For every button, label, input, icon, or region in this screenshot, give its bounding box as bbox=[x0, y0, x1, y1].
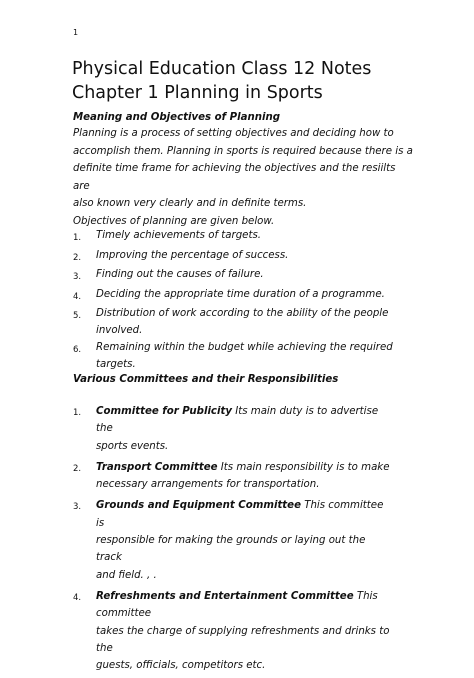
list-item-text: Distribution of work according to the ability of the people involved. bbox=[96, 308, 389, 336]
list-item-text: Remaining within the budget while achieving the required targets. bbox=[96, 342, 393, 370]
paragraph-line: definite time frame for achieving the objectives and the resiilts are bbox=[73, 163, 396, 192]
list-number: 4. bbox=[73, 291, 82, 302]
committee-name: Grounds and Equipment Committee bbox=[96, 500, 301, 512]
planning-paragraph bbox=[73, 125, 413, 231]
list-item bbox=[73, 497, 393, 584]
list-number: 3. bbox=[73, 502, 82, 513]
list-item bbox=[73, 287, 393, 306]
list-number: 4. bbox=[73, 592, 82, 603]
section-heading-meaning: Meaning and Objectives of Planning bbox=[73, 112, 280, 123]
list-item bbox=[73, 248, 393, 267]
committee-name: Committee for Publicity bbox=[96, 406, 232, 417]
list-item bbox=[73, 267, 393, 286]
committees-list bbox=[73, 403, 393, 678]
list-item bbox=[73, 459, 393, 494]
title-line-2: Chapter 1 Planning in Sports bbox=[72, 83, 323, 103]
list-number: 2. bbox=[73, 463, 82, 474]
list-item bbox=[73, 403, 393, 455]
title-line-1: Physical Education Class 12 Notes bbox=[72, 59, 372, 79]
list-item-text: Finding out the causes of failure. bbox=[96, 269, 264, 281]
committee-name: Refreshments and Entertainment Committee bbox=[96, 590, 354, 602]
paragraph-line: Planning is a process of setting objectives and deciding how to bbox=[73, 128, 394, 139]
committee-name: Transport Committee bbox=[96, 461, 218, 473]
document-title bbox=[72, 57, 452, 105]
list-item-text: Deciding the appropriate time duration of a programme. bbox=[96, 288, 385, 300]
list-item-text: Timely achievements of targets. bbox=[96, 230, 261, 241]
list-number: 1. bbox=[73, 408, 82, 418]
list-item-text: Transport Committee Its main responsibility is to make necessary arrangements for transportation. bbox=[96, 461, 390, 491]
list-number: 6. bbox=[73, 345, 82, 356]
list-item bbox=[73, 228, 393, 247]
paragraph-line: Objectives of planning are given below. bbox=[73, 215, 275, 227]
list-item-text: Committee for Publicity Its main duty is to advertise the sports events. bbox=[96, 406, 379, 452]
list-number: 3. bbox=[73, 272, 82, 283]
list-item-text: Improving the percentage of success. bbox=[96, 249, 289, 261]
objectives-list bbox=[73, 228, 393, 375]
list-item bbox=[73, 306, 393, 339]
paragraph-line: also known very clearly and in definite terms. bbox=[73, 198, 307, 210]
list-item-text: Refreshments and Entertainment Committee This committee takes the charge of supplying refreshments and drinks to the guests, officials, competitors etc. bbox=[96, 590, 390, 672]
section-heading-committees: Various Committees and their Responsibilities bbox=[73, 374, 339, 385]
list-item bbox=[73, 588, 393, 675]
list-number: 2. bbox=[73, 252, 82, 263]
list-item bbox=[73, 340, 393, 373]
page-number: 1 bbox=[73, 28, 79, 37]
paragraph-line: accomplish them. Planning in sports is required because there is a bbox=[73, 145, 413, 157]
list-number: 1. bbox=[73, 233, 82, 243]
list-item-text: Grounds and Equipment Committee This committee is responsible for making the grounds or laying out the track and field. , . bbox=[96, 500, 384, 581]
list-number: 5. bbox=[73, 311, 82, 322]
